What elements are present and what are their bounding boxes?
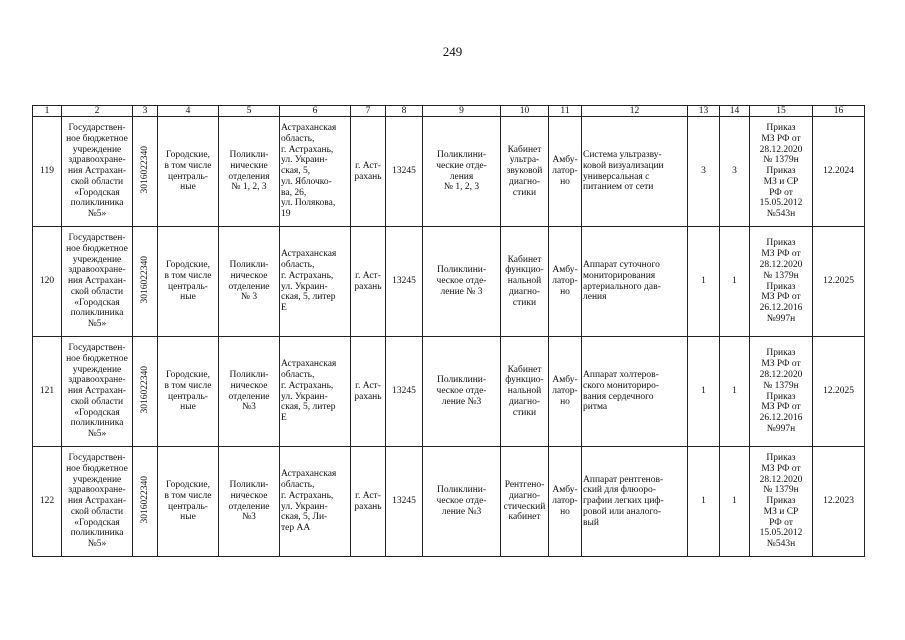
inn-value: 3016022340 bbox=[140, 255, 150, 304]
address: Астраханская область, г. Астрахань, ул. Украин- ская, 5, литер Е bbox=[280, 337, 351, 447]
organization-name: Государствен- ное бюджетное учреждение здравоохране- ния Астрахан- ской области «Городская поликлиника №5» bbox=[62, 227, 133, 337]
unit: Поликлини- ческие отде- ления № 1, 2, 3 bbox=[423, 117, 501, 227]
department: Поликли- ническое отделение № 3 bbox=[219, 227, 280, 337]
row-number: 119 bbox=[33, 117, 62, 227]
organization-name: Государствен- ное бюджетное учреждение здравоохране- ния Астрахан- ской области «Городская поликлиника №5» bbox=[62, 447, 133, 557]
equipment-name: Аппарат холтеров- ского мониториро- вания сердечного ритма bbox=[582, 337, 688, 447]
column-number: 6 bbox=[280, 106, 351, 117]
column-number: 13 bbox=[688, 106, 720, 117]
column-number: 15 bbox=[750, 106, 813, 117]
column-number-row bbox=[33, 106, 865, 117]
regulatory-order: Приказ МЗ РФ от 28.12.2020 № 1379н Приказ МЗ и СР РФ от 15.05.2012 №543н bbox=[750, 117, 813, 227]
care-form: Амбу- латор- но bbox=[549, 227, 582, 337]
due-date: 12.2023 bbox=[813, 447, 865, 557]
city: г. Аст- рахань bbox=[351, 117, 386, 227]
column-number: 14 bbox=[720, 106, 750, 117]
unit: Поликлини- ческое отде- ление №3 bbox=[423, 447, 501, 557]
settlement-type: Городские, в том числе централь- ные bbox=[158, 117, 219, 227]
quantity-planned: 1 bbox=[720, 337, 750, 447]
quantity-planned: 1 bbox=[720, 227, 750, 337]
address: Астраханская область, г. Астрахань, ул. Украин- ская, 5, литер Е bbox=[280, 227, 351, 337]
code: 13245 bbox=[386, 227, 423, 337]
department: Поликли- ническое отделение №3 bbox=[219, 447, 280, 557]
column-number: 3 bbox=[133, 106, 158, 117]
due-date: 12.2024 bbox=[813, 117, 865, 227]
organization-name: Государствен- ное бюджетное учреждение здравоохране- ния Астрахан- ской области «Городская поликлиника №5» bbox=[62, 337, 133, 447]
inn-cell bbox=[133, 337, 158, 447]
department: Поликли- ническое отделение №3 bbox=[219, 337, 280, 447]
equipment-name: Аппарат рентгенов- ский для флюоро- графии легких циф- ровой или аналого- вый bbox=[582, 447, 688, 557]
page-number: 249 bbox=[442, 44, 463, 59]
cabinet: Кабинет функцио- нальной диагно- стики bbox=[501, 337, 549, 447]
unit: Поликлини- ческое отде- ление № 3 bbox=[423, 227, 501, 337]
address: Астраханская область, г. Астрахань, ул. Украин- ская, 5, ул. Яблочко- ва, 26, ул. Полякова, 19 bbox=[280, 117, 351, 227]
inn-value: 3016022340 bbox=[140, 145, 150, 194]
inn-cell bbox=[133, 227, 158, 337]
row-number: 121 bbox=[33, 337, 62, 447]
unit: Поликлини- ческое отде- ление №3 bbox=[423, 337, 501, 447]
column-number: 1 bbox=[33, 106, 62, 117]
table-row bbox=[33, 227, 865, 337]
column-number: 5 bbox=[219, 106, 280, 117]
city: г. Аст- рахань bbox=[351, 447, 386, 557]
code: 13245 bbox=[386, 447, 423, 557]
inn-cell bbox=[133, 447, 158, 557]
column-number: 11 bbox=[549, 106, 582, 117]
regulatory-order: Приказ МЗ РФ от 28.12.2020 № 1379н Приказ МЗ и СР РФ от 15.05.2012 №543н bbox=[750, 447, 813, 557]
column-number: 2 bbox=[62, 106, 133, 117]
quantity-required: 1 bbox=[688, 337, 720, 447]
column-number: 8 bbox=[386, 106, 423, 117]
settlement-type: Городские, в том числе централь- ные bbox=[158, 337, 219, 447]
quantity-planned: 1 bbox=[720, 447, 750, 557]
column-number: 10 bbox=[501, 106, 549, 117]
settlement-type: Городские, в том числе централь- ные bbox=[158, 227, 219, 337]
table-row bbox=[33, 337, 865, 447]
row-number: 122 bbox=[33, 447, 62, 557]
inn-cell bbox=[133, 117, 158, 227]
equipment-register-table bbox=[32, 105, 865, 557]
due-date: 12.2025 bbox=[813, 337, 865, 447]
organization-name: Государствен- ное бюджетное учреждение здравоохране- ния Астрахан- ской области «Городская поликлиника №5» bbox=[62, 117, 133, 227]
table-row bbox=[33, 117, 865, 227]
column-number: 12 bbox=[582, 106, 688, 117]
regulatory-order: Приказ МЗ РФ от 28.12.2020 № 1379н Приказ МЗ РФ от 26.12.2016 №997н bbox=[750, 337, 813, 447]
equipment-name: Аппарат суточного мониторирования артериального дав- ления bbox=[582, 227, 688, 337]
care-form: Амбу- латор- но bbox=[549, 337, 582, 447]
column-number: 4 bbox=[158, 106, 219, 117]
quantity-planned: 3 bbox=[720, 117, 750, 227]
cabinet: Кабинет функцио- нальной диагно- стики bbox=[501, 227, 549, 337]
quantity-required: 1 bbox=[688, 447, 720, 557]
regulatory-order: Приказ МЗ РФ от 28.12.2020 № 1379н Приказ МЗ РФ от 26.12.2016 №997н bbox=[750, 227, 813, 337]
row-number: 120 bbox=[33, 227, 62, 337]
cabinet: Кабинет ультра- звуковой диагно- стики bbox=[501, 117, 549, 227]
equipment-name: Система ультразву- ковой визуализации универсальная с питанием от сети bbox=[582, 117, 688, 227]
cabinet: Рентгено- диагно- стический кабинет bbox=[501, 447, 549, 557]
care-form: Амбу- латор- но bbox=[549, 447, 582, 557]
care-form: Амбу- латор- но bbox=[549, 117, 582, 227]
due-date: 12.2025 bbox=[813, 227, 865, 337]
column-number: 7 bbox=[351, 106, 386, 117]
quantity-required: 1 bbox=[688, 227, 720, 337]
inn-value: 3016022340 bbox=[140, 475, 150, 524]
city: г. Аст- рахань bbox=[351, 227, 386, 337]
code: 13245 bbox=[386, 117, 423, 227]
column-number: 16 bbox=[813, 106, 865, 117]
quantity-required: 3 bbox=[688, 117, 720, 227]
settlement-type: Городские, в том числе централь- ные bbox=[158, 447, 219, 557]
address: Астраханская область, г. Астрахань, ул. Украин- ская, 5, Ли- тер АА bbox=[280, 447, 351, 557]
column-number: 9 bbox=[423, 106, 501, 117]
city: г. Аст- рахань bbox=[351, 337, 386, 447]
table-row bbox=[33, 447, 865, 557]
code: 13245 bbox=[386, 337, 423, 447]
department: Поликли- нические отделения № 1, 2, 3 bbox=[219, 117, 280, 227]
inn-value: 3016022340 bbox=[140, 365, 150, 414]
